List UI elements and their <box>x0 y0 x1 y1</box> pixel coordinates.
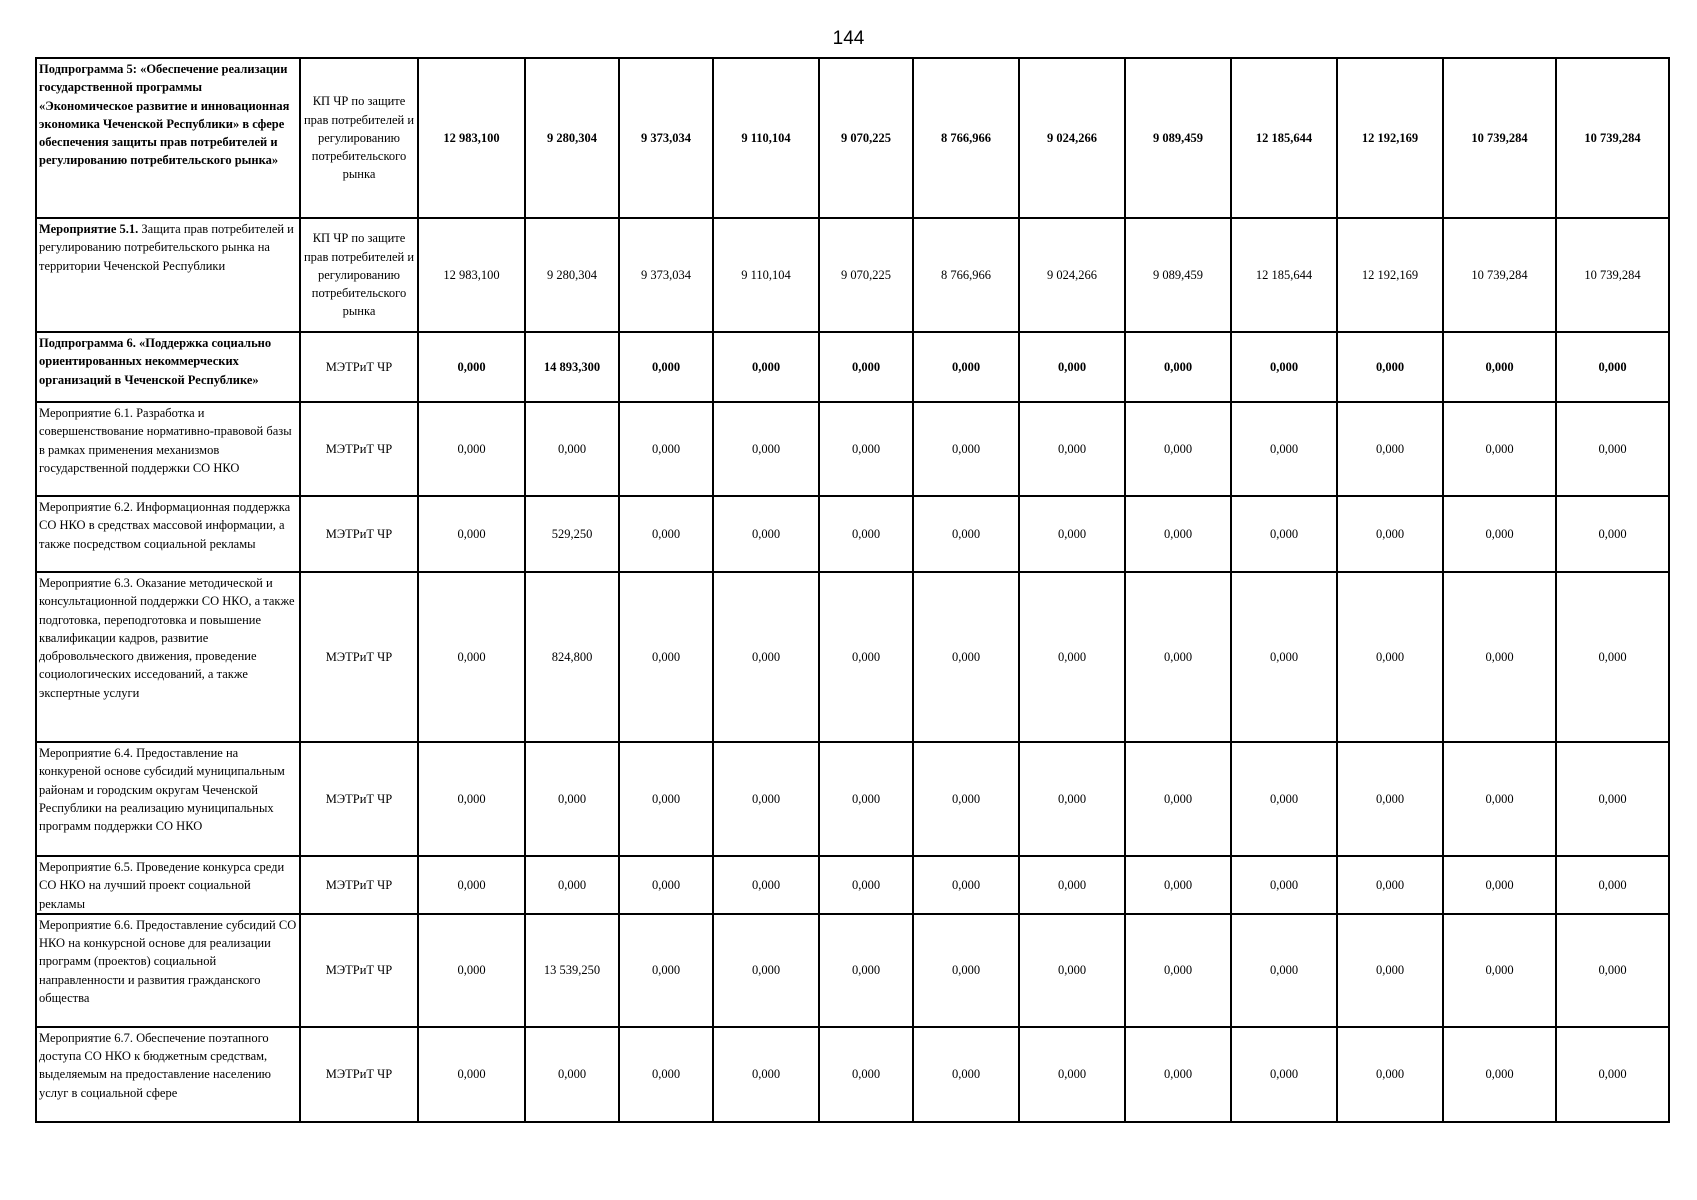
row-value-cell: 8 766,966 <box>913 58 1019 218</box>
row-name-cell <box>36 856 300 914</box>
row-value-cell: 0,000 <box>1443 1027 1556 1122</box>
row-value-cell: 0,000 <box>1019 1027 1125 1122</box>
row-value-cell: 12 185,644 <box>1231 218 1337 332</box>
row-executor: КП ЧР по защите прав потребителей и регулированию потребительского рынка <box>300 218 418 332</box>
row-value-cell: 0,000 <box>1556 1027 1669 1122</box>
row-value-cell: 0,000 <box>1337 856 1443 914</box>
table-row <box>36 402 1669 496</box>
row-name-cell <box>36 402 300 496</box>
row-name: Подпрограмма 5: «Обеспечение реализации государственной программы «Экономическое развитие и инновационная экономика Чеченской Республики» в сфере обеспечения защиты прав потребителей и регулированию потребительского рынка» <box>39 62 290 168</box>
row-value-cell: 0,000 <box>1337 914 1443 1027</box>
row-name: Мероприятие 6.3. Оказание методической и консультационной поддержки СО НКО, а также подготовка, переподготовка и повышение квалификации кадров, развитие добровольческого движения, проведение социологических исседований, а также экспертные услуги <box>39 576 295 700</box>
row-name-cell <box>36 496 300 572</box>
row-value-cell: 0,000 <box>1231 402 1337 496</box>
row-value-cell: 0,000 <box>913 572 1019 742</box>
row-value-cell: 9 373,034 <box>619 218 713 332</box>
row-value-cell: 9 089,459 <box>1125 58 1231 218</box>
row-value-cell: 0,000 <box>418 402 525 496</box>
row-name: Защита прав потребителей и регулированию потребительского рынка на территории Чеченской Республики <box>39 222 294 273</box>
row-value-cell: 0,000 <box>1231 1027 1337 1122</box>
budget-table <box>35 57 1670 1123</box>
row-value-cell: 0,000 <box>418 856 525 914</box>
row-value-cell: 0,000 <box>1556 742 1669 856</box>
table-row <box>36 58 1669 218</box>
row-value-cell: 0,000 <box>713 572 819 742</box>
row-value-cell: 0,000 <box>619 1027 713 1122</box>
row-value-cell: 0,000 <box>913 332 1019 402</box>
row-value-cell: 0,000 <box>819 496 913 572</box>
row-value-cell: 9 110,104 <box>713 218 819 332</box>
row-value-cell: 0,000 <box>913 742 1019 856</box>
row-value-cell: 0,000 <box>1125 496 1231 572</box>
row-value-cell: 14 893,300 <box>525 332 619 402</box>
row-value-cell: 0,000 <box>418 742 525 856</box>
row-value-cell: 0,000 <box>1443 856 1556 914</box>
row-value-cell: 0,000 <box>819 332 913 402</box>
row-value-cell: 0,000 <box>1019 856 1125 914</box>
row-name-cell <box>36 58 300 218</box>
row-value-cell: 0,000 <box>1125 1027 1231 1122</box>
row-value-cell: 12 983,100 <box>418 58 525 218</box>
row-value-cell: 0,000 <box>913 914 1019 1027</box>
table-row <box>36 742 1669 856</box>
row-value-cell: 0,000 <box>418 332 525 402</box>
row-value-cell: 0,000 <box>1019 572 1125 742</box>
row-value-cell: 0,000 <box>713 496 819 572</box>
row-value-cell: 0,000 <box>819 402 913 496</box>
row-value-cell: 0,000 <box>1443 742 1556 856</box>
row-value-cell: 0,000 <box>1125 572 1231 742</box>
row-value-cell: 9 070,225 <box>819 58 913 218</box>
table-row <box>36 572 1669 742</box>
row-value-cell: 12 192,169 <box>1337 218 1443 332</box>
row-value-cell: 0,000 <box>713 332 819 402</box>
row-executor: КП ЧР по защите прав потребителей и регулированию потребительского рынка <box>300 58 418 218</box>
table-row <box>36 856 1669 914</box>
row-value-cell: 10 739,284 <box>1556 218 1669 332</box>
row-value-cell: 0,000 <box>1337 496 1443 572</box>
row-name-lead: Мероприятие 5.1. <box>39 222 139 236</box>
row-value-cell: 0,000 <box>1556 402 1669 496</box>
row-value-cell: 0,000 <box>418 914 525 1027</box>
row-value-cell: 0,000 <box>1443 496 1556 572</box>
row-value-cell: 9 024,266 <box>1019 218 1125 332</box>
row-name-cell <box>36 914 300 1027</box>
table-row <box>36 914 1669 1027</box>
row-value-cell: 0,000 <box>525 856 619 914</box>
row-value-cell: 9 280,304 <box>525 218 619 332</box>
row-value-cell: 10 739,284 <box>1443 218 1556 332</box>
table-row <box>36 218 1669 332</box>
row-value-cell: 0,000 <box>418 1027 525 1122</box>
row-value-cell: 9 089,459 <box>1125 218 1231 332</box>
row-value-cell: 0,000 <box>619 332 713 402</box>
row-value-cell: 0,000 <box>1125 402 1231 496</box>
row-value-cell: 0,000 <box>1125 332 1231 402</box>
row-value-cell: 8 766,966 <box>913 218 1019 332</box>
row-value-cell: 0,000 <box>1443 914 1556 1027</box>
row-value-cell: 9 070,225 <box>819 218 913 332</box>
row-value-cell: 0,000 <box>418 496 525 572</box>
row-value-cell: 0,000 <box>819 742 913 856</box>
row-value-cell: 0,000 <box>819 572 913 742</box>
row-value-cell: 0,000 <box>819 1027 913 1122</box>
row-value-cell: 0,000 <box>525 402 619 496</box>
row-name: Мероприятие 6.4. Предоставление на конкуреной основе субсидий муниципальным районам и городским округам Чеченской Республики на реализацию муниципальных программ поддержки СО НКО <box>39 746 285 834</box>
row-value-cell: 13 539,250 <box>525 914 619 1027</box>
row-value-cell: 0,000 <box>1443 572 1556 742</box>
row-value-cell: 0,000 <box>913 496 1019 572</box>
row-name-cell <box>36 1027 300 1122</box>
row-value-cell: 0,000 <box>1556 496 1669 572</box>
row-value-cell: 0,000 <box>525 742 619 856</box>
row-value-cell: 824,800 <box>525 572 619 742</box>
row-value-cell: 0,000 <box>1556 572 1669 742</box>
row-value-cell: 0,000 <box>1019 914 1125 1027</box>
row-value-cell: 0,000 <box>1231 332 1337 402</box>
row-value-cell: 0,000 <box>619 914 713 1027</box>
row-value-cell: 0,000 <box>1019 332 1125 402</box>
row-executor: МЭТРиТ ЧР <box>300 914 418 1027</box>
row-value-cell: 0,000 <box>1556 856 1669 914</box>
row-value-cell: 0,000 <box>1231 856 1337 914</box>
row-executor: МЭТРиТ ЧР <box>300 402 418 496</box>
row-value-cell: 0,000 <box>1556 914 1669 1027</box>
row-value-cell: 0,000 <box>1019 496 1125 572</box>
row-value-cell: 0,000 <box>1019 742 1125 856</box>
row-value-cell: 0,000 <box>1443 402 1556 496</box>
row-executor: МЭТРиТ ЧР <box>300 742 418 856</box>
row-value-cell: 0,000 <box>819 914 913 1027</box>
row-value-cell: 10 739,284 <box>1443 58 1556 218</box>
row-value-cell: 0,000 <box>713 742 819 856</box>
row-value-cell: 0,000 <box>1337 742 1443 856</box>
row-value-cell: 0,000 <box>619 572 713 742</box>
row-value-cell: 10 739,284 <box>1556 58 1669 218</box>
row-value-cell: 0,000 <box>1337 1027 1443 1122</box>
row-value-cell: 12 192,169 <box>1337 58 1443 218</box>
row-name: Мероприятие 6.6. Предоставление субсидий СО НКО на конкурсной основе для реализации программ (проектов) социальной направленности и развития гражданского общества <box>39 917 297 1006</box>
table-row <box>36 1027 1669 1122</box>
page-number: 144 <box>832 28 865 49</box>
row-value-cell: 9 024,266 <box>1019 58 1125 218</box>
row-value-cell: 0,000 <box>619 742 713 856</box>
row-value-cell: 9 373,034 <box>619 58 713 218</box>
row-value-cell: 0,000 <box>1337 572 1443 742</box>
row-value-cell: 0,000 <box>913 1027 1019 1122</box>
row-name: Мероприятие 6.1. Разработка и совершенствование нормативно-правовой базы в рамках применения механизмов государственной поддержки СО НКО <box>39 406 292 475</box>
row-value-cell: 0,000 <box>525 1027 619 1122</box>
row-value-cell: 0,000 <box>619 402 713 496</box>
row-executor: МЭТРиТ ЧР <box>300 856 418 914</box>
row-value-cell: 12 185,644 <box>1231 58 1337 218</box>
row-executor: МЭТРиТ ЧР <box>300 496 418 572</box>
row-value-cell: 0,000 <box>819 856 913 914</box>
row-value-cell: 0,000 <box>913 402 1019 496</box>
row-value-cell: 0,000 <box>1125 742 1231 856</box>
row-value-cell: 0,000 <box>418 572 525 742</box>
row-name: Мероприятие 6.5. Проведение конкурса среди СО НКО на лучший проект социальной рекламы <box>39 860 285 911</box>
row-value-cell: 0,000 <box>1443 332 1556 402</box>
row-name-cell <box>36 218 300 332</box>
row-name-cell <box>36 742 300 856</box>
row-name: Мероприятие 6.2. Информационная поддержка СО НКО в средствах массовой информации, а также посредством социальной рекламы <box>39 500 291 551</box>
row-name-cell <box>36 572 300 742</box>
row-value-cell: 9 110,104 <box>713 58 819 218</box>
row-executor: МЭТРиТ ЧР <box>300 1027 418 1122</box>
row-value-cell: 0,000 <box>1231 914 1337 1027</box>
row-value-cell: 0,000 <box>1125 856 1231 914</box>
row-value-cell: 0,000 <box>1231 742 1337 856</box>
row-name: Подпрограмма 6. «Поддержка социально ориентированных некоммерческих организаций в Чеченской Республике» <box>39 336 272 387</box>
row-value-cell: 0,000 <box>1231 496 1337 572</box>
table-row <box>36 332 1669 402</box>
row-value-cell: 0,000 <box>713 856 819 914</box>
row-name-cell <box>36 332 300 402</box>
row-value-cell: 12 983,100 <box>418 218 525 332</box>
row-value-cell: 0,000 <box>1125 914 1231 1027</box>
row-value-cell: 0,000 <box>1337 402 1443 496</box>
row-executor: МЭТРиТ ЧР <box>300 572 418 742</box>
row-value-cell: 9 280,304 <box>525 58 619 218</box>
row-value-cell: 529,250 <box>525 496 619 572</box>
row-value-cell: 0,000 <box>713 402 819 496</box>
row-value-cell: 0,000 <box>713 914 819 1027</box>
row-value-cell: 0,000 <box>913 856 1019 914</box>
row-value-cell: 0,000 <box>1556 332 1669 402</box>
row-value-cell: 0,000 <box>619 856 713 914</box>
row-value-cell: 0,000 <box>713 1027 819 1122</box>
row-value-cell: 0,000 <box>619 496 713 572</box>
row-executor: МЭТРиТ ЧР <box>300 332 418 402</box>
row-name: Мероприятие 6.7. Обеспечение поэтапного доступа СО НКО к бюджетным средствам, выделяемым на предоставление населению услуг в социальной сфере <box>39 1030 271 1100</box>
table-row <box>36 496 1669 572</box>
row-value-cell: 0,000 <box>1337 332 1443 402</box>
row-value-cell: 0,000 <box>1019 402 1125 496</box>
row-value-cell: 0,000 <box>1231 572 1337 742</box>
